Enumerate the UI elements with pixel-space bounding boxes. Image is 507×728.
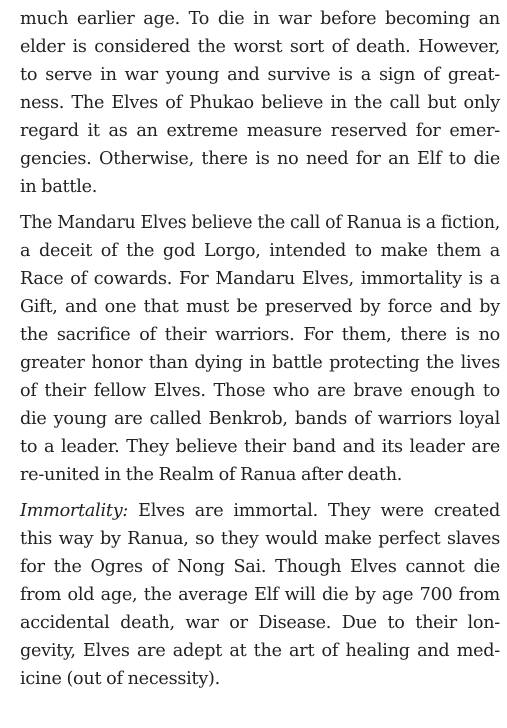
text-line: Gift, and one that must be preserved by force and by — [20, 297, 500, 317]
text-line: die young are called Benkrob, bands of warriors loyal — [20, 409, 500, 429]
text-line-rest: Elves are immortal. They were created — [128, 501, 500, 521]
paragraph-elf-war-death — [20, 5, 500, 201]
text-line: of their fellow Elves. Those who are brave enough to — [20, 381, 500, 401]
text-line: ness. The Elves of Phukao believe in the call but only — [20, 93, 500, 113]
paragraph-mandaru-elves — [20, 209, 500, 489]
text-line: re-united in the Realm of Ranua after death. — [20, 465, 403, 485]
text-line: for the Ogres of Nong Sai. Though Elves cannot die — [20, 557, 500, 577]
text-line: regard it as an extreme measure reserved for emer- — [20, 121, 500, 141]
text-line: greater honor than dying in battle protecting the lives — [20, 353, 500, 373]
text-line: to serve in war young and survive is a sign of great- — [20, 65, 500, 85]
paragraph-gap — [20, 489, 500, 497]
text-line: to a leader. They believe their band and its leader are — [20, 437, 500, 457]
paragraph-immortality — [20, 497, 500, 693]
text-line: icine (out of necessity). — [20, 669, 220, 689]
text-line — [20, 497, 500, 525]
document-body — [20, 5, 500, 693]
text-line: from old age, the average Elf will die by age 700 from — [20, 585, 500, 605]
text-line: accidental death, war or Disease. Due to their lon- — [20, 613, 500, 633]
text-line: gevity, Elves are adept at the art of healing and med- — [20, 641, 500, 661]
text-line: The Mandaru Elves believe the call of Ranua is a fiction, — [20, 213, 500, 233]
text-line: Race of cowards. For Mandaru Elves, immortality is a — [20, 269, 500, 289]
text-line: gencies. Otherwise, there is no need for an Elf to die — [20, 149, 500, 169]
text-line: a deceit of the god Lorgo, intended to make them a — [20, 241, 500, 261]
immortality-lead-in: Immortality: — [20, 501, 129, 521]
text-line: this way by Ranua, so they would make perfect slaves — [20, 529, 500, 549]
paragraph-gap — [20, 201, 500, 209]
text-line: much earlier age. To die in war before becoming an — [20, 9, 500, 29]
text-line: elder is considered the worst sort of death. However, — [20, 37, 500, 57]
text-line: the sacrifice of their warriors. For them, there is no — [20, 325, 500, 345]
text-line: in battle. — [20, 177, 98, 197]
